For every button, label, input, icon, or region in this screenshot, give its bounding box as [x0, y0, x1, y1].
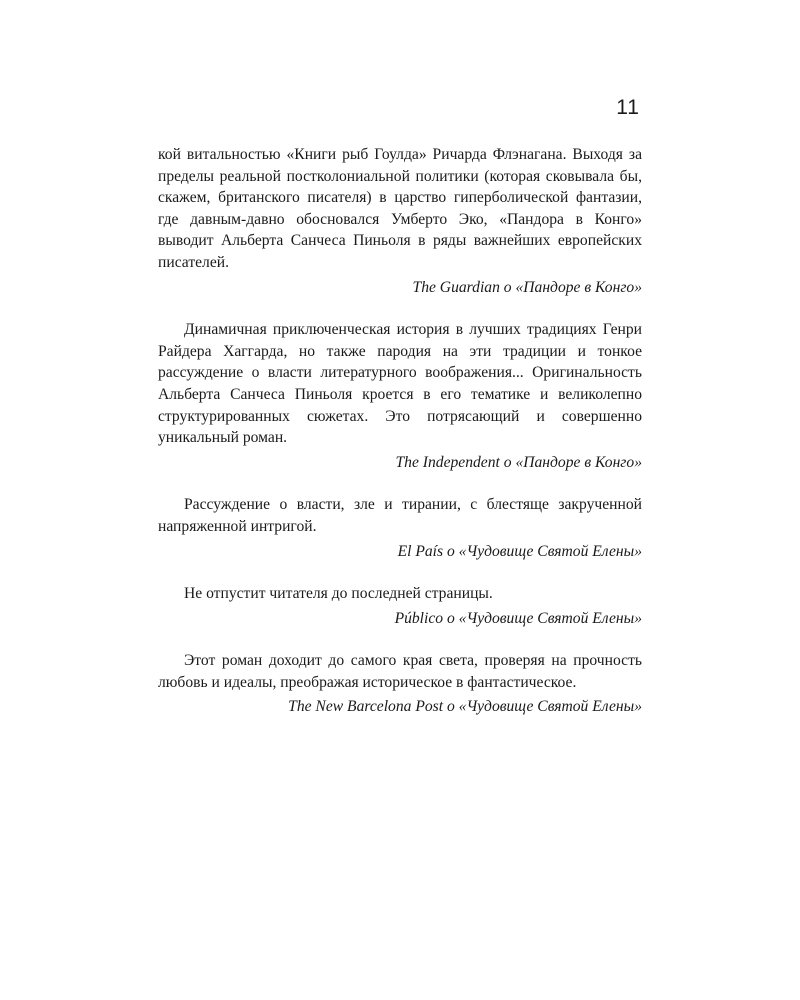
review-quote	[158, 144, 642, 298]
quote-text: Динамичная приключенческая история в лучших традициях Генри Райдера Хаггарда, но также пародия на эти традиции и тонкое рассуждение о власти литературного воображения... Оригинальность Альберта Санчеса Пиньоля кроется в его тематике и великолепно структурированных сюжетах. Это потрясающий и совершенно уникальный роман.	[158, 321, 642, 447]
review-quote	[158, 319, 642, 473]
quote-source: The Independent о «Пандоре в Конго»	[395, 453, 642, 471]
quote-text: кой витальностью «Книги рыб Гоулда» Ричарда Флэнагана. Выходя за пределы реальной постколониальной политики (которая сковывала бы, скажем, британского писателя) в царство гиперболической фантазии, где давным-давно обосновался Умберто Эко, «Пандора в Конго» выводит Альберта Санчеса Пиньоля в ряды важнейших европейских писателей.	[158, 146, 642, 271]
quote-text: Этот роман доходит до самого края света, проверяя на прочность любовь и идеалы, преображая историческое в фантастическое.	[158, 652, 642, 691]
quote-source: The New Barcelona Post о «Чудовище Святой Елены»	[288, 698, 642, 716]
review-quote	[158, 650, 642, 718]
quote-source: Público о «Чудовище Святой Елены»	[394, 609, 642, 627]
quote-source: The Guardian о «Пандоре в Конго»	[412, 278, 642, 296]
quote-text: Рассуждение о власти, зле и тирании, с блестяще закрученной напряженной интригой.	[158, 496, 642, 535]
quote-source: El País о «Чудовище Святой Елены»	[397, 542, 642, 560]
review-quote	[158, 583, 642, 629]
page-number: 11	[616, 96, 640, 119]
review-quote	[158, 494, 642, 562]
quote-text: Не отпустит читателя до последней страницы.	[184, 585, 493, 603]
page-content	[158, 144, 642, 739]
